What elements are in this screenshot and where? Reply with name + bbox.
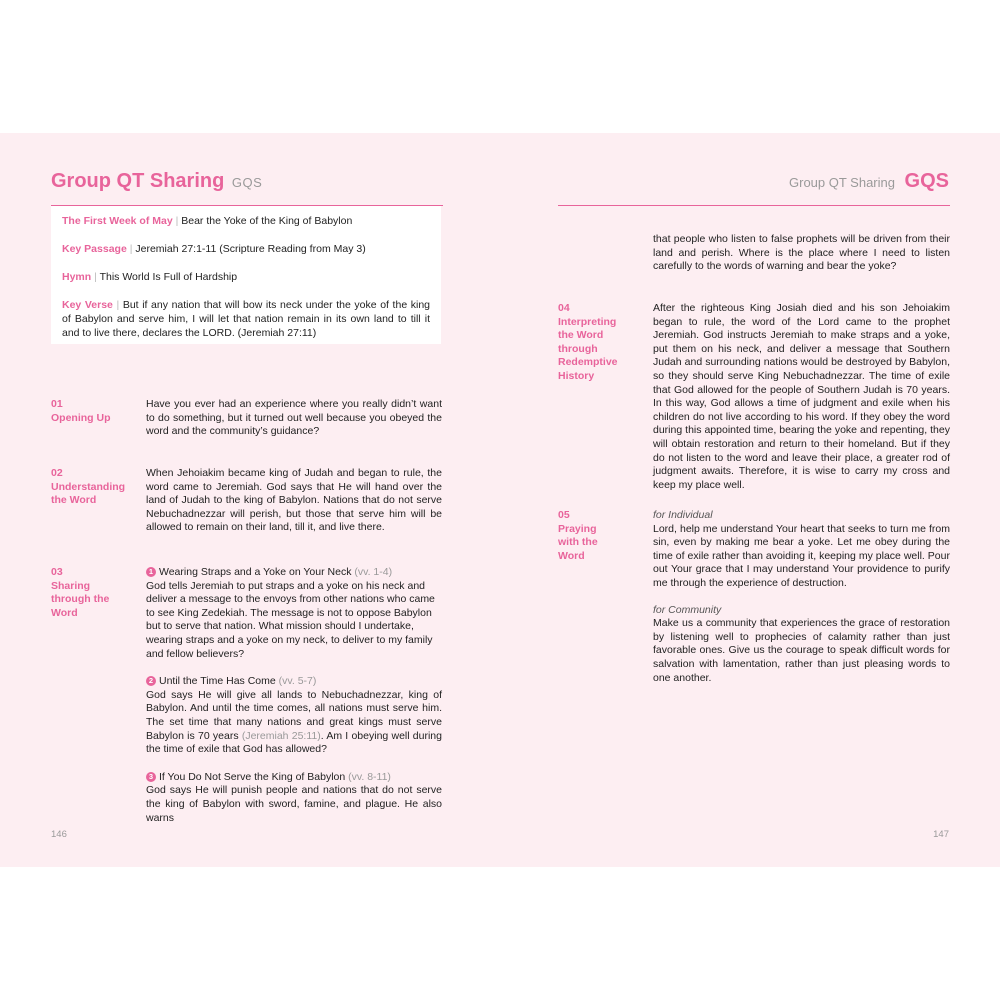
section-02-body [146,467,442,535]
left-header-title: Group QT Sharing [51,170,225,192]
passage-text: Jeremiah 27:1-11 (Scripture Reading from May 3) [135,243,366,255]
number-1-icon: 1 [146,567,156,577]
right-header-subtitle: Group QT Sharing [789,175,895,190]
left-page-header [51,170,262,193]
section-title: Sharing through the Word [51,579,110,619]
section-02-heading [51,467,141,508]
passage-line [62,242,430,256]
text-part: God says He will give all lands to Nebuchadnezzar, king of Babylon. And until the time comes, all nations must serve him. The set time that many nations and great kings must serve Babylon is 70 years [146,688,442,742]
section-05-heading [558,509,618,563]
section-number: 01 [51,398,63,410]
subsection-1-text: God tells Jeremiah to put straps and a yoke on his neck and deliver a message to the envoys from other nations who came to see King Zedekiah. The message is not to oppose Babylon but to serve that nation. What mission should I undertake, wearing straps and a yoke on my neck, to deliver to my family and fellow believers? [146,579,435,660]
info-box [51,206,441,344]
page-number-left: 146 [51,829,67,840]
section-03-body [146,566,442,825]
subheading-1 [146,566,442,580]
subheading-text: Until the Time Has Come [159,675,276,688]
individual-prayer: Lord, help me understand Your heart that seeks to turn me from sin, even by making me bear a yoke. Let me obey during the time of exile rather than avoiding it, keeping my place well. Pour out Your grace that I may understand Your providence to purify me through the experience of destruction. [653,522,950,589]
hymn-line [62,270,430,284]
continued-text: that people who listen to false prophets will be driven from their land and perish. Where is the place where I need to listen carefully to the words of warning and bear the yoke? [653,233,950,273]
number-3-icon: 3 [146,772,156,782]
hymn-label: Hymn [62,271,92,283]
subsection-3-text: God says He will punish people and nations that do not serve the king of Babylon with sword, famine, and plague. He also warns [146,784,442,824]
section-03-continued [653,233,950,274]
week-text: Bear the Yoke of the King of Babylon [181,215,353,227]
section-title: Praying with the Word [558,522,598,562]
week-line [62,214,430,228]
section-02-text: When Jehoiakim became king of Judah and began to rule, the word came to Jeremiah. God says that He will hand over the land of Judah to the king of Babylon. Nations that do not serve Nebuchadnezzar will perish, but those that serve him will be allowed to remain on their land, till it, and live there. [146,467,442,534]
section-number: 05 [558,509,570,521]
hymn-text: This World Is Full of Hardship [99,271,238,283]
number-2-icon: 2 [146,676,156,686]
individual-label: for Individual [653,509,713,521]
right-header-rule [558,205,950,206]
separator: | [116,299,120,311]
verse-ref: (vv. 8-11) [348,770,391,783]
verse-ref: (vv. 1-4) [354,566,393,578]
verse-ref: (vv. 5-7) [278,675,317,688]
subheading-text: Wearing Straps and a Yoke on Your Neck [159,566,352,578]
subheading-2 [146,675,442,689]
verse-text: But if any nation that will bow its neck under the yoke of the king of Babylon and serve him, I will let that nation remain in its own land to till it and to live there, declares the LORD. (Jeremiah 27:11) [62,299,431,339]
right-header-title: GQS [904,170,949,192]
section-number: 03 [51,566,63,578]
page-number-right: 147 [933,829,949,840]
section-05-body [653,509,950,685]
section-01-heading [51,398,136,425]
verse-label: Key Verse [62,299,113,311]
community-label: for Community [653,603,722,616]
text-part: . Am I obeying well during the time of exile that God has allowed? [146,729,442,756]
section-title: Opening Up [51,411,111,424]
inline-ref: (Jeremiah 25:11) [241,729,321,742]
left-header-subtitle: GQS [231,175,263,190]
subsection-2-text [146,689,442,757]
passage-label: Key Passage [62,243,127,255]
section-01-body [146,398,442,439]
separator: | [94,271,97,283]
verse-line [62,298,430,340]
section-03-heading [51,566,111,620]
section-number: 04 [558,302,570,314]
section-04-heading [558,302,628,384]
section-04-body [653,302,950,492]
subheading-text: If You Do Not Serve the King of Babylon [159,770,346,783]
section-title: Interpreting the Word through Redemptive History [558,315,618,382]
community-prayer: Make us a community that experiences the grace of restoration by listening well to prophecies of calamity rather than just favorable ones. Give us the courage to speak difficult words for salvation with lamentation, rather than just pleasing words to one another. [653,617,950,684]
week-label: The First Week of May [62,215,173,227]
right-page-header [789,170,949,193]
section-title: Understanding the Word [51,480,126,507]
subheading-3 [146,771,442,785]
section-04-text: After the righteous King Josiah died and his son Jehoiakim began to rule, the word of the Lord came to the prophet Jeremiah. God instructs Jeremiah to make straps and a yoke, put them on his neck, and deliver a message that Southern Judah and surrounding nations would be destroyed by Babylon, so they should serve King Nebuchadnezzar. The time of exile that God allowed for the people of Southern Judah is 70 years. In this way, God allows a time of judgment and exile when his children do not live according to his word. If they obey the word during this appointed time, bearing the yoke and repenting, they will obtain restoration and return to their homeland. But if they do not listen to the word and leave their place, a greater rod of judgment awaits. Therefore, it is wise to carry my cross and keep my place well. [653,302,950,491]
separator: | [175,215,179,227]
section-number: 02 [51,467,63,479]
separator: | [129,243,133,255]
section-01-text: Have you ever had an experience where you really didn’t want to do something, but it turned out well because you obeyed the word and the community’s guidance? [146,398,442,438]
